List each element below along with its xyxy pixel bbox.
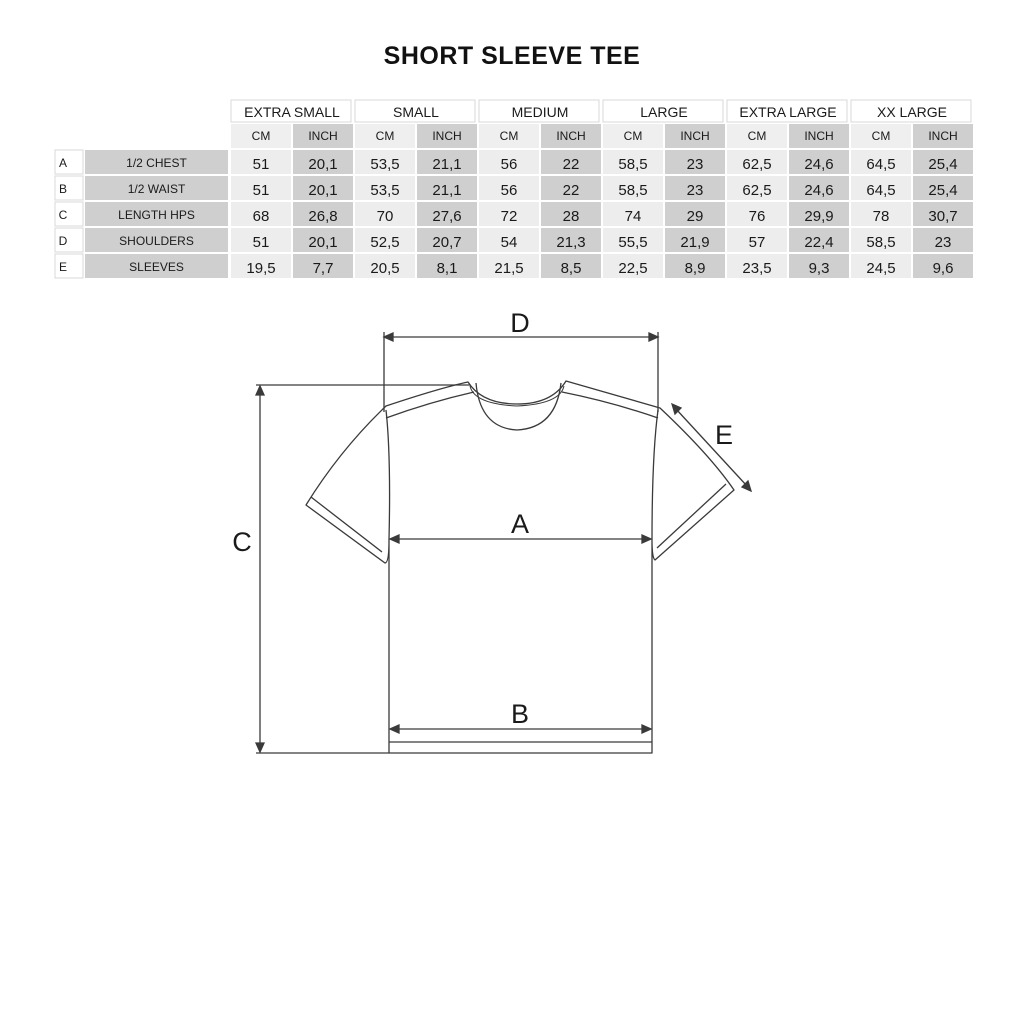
value-label: 72 [500, 208, 518, 225]
value-label: 21,1 [432, 182, 462, 199]
value-label: 24,6 [804, 156, 834, 173]
value-label: 25,4 [928, 156, 958, 173]
value-label: 23,5 [742, 260, 772, 277]
value-label: 19,5 [246, 260, 276, 277]
unit-header-label: CM [871, 129, 891, 143]
value-label: 8,5 [560, 260, 582, 277]
value-label: 21,5 [494, 260, 524, 277]
value-label: 27,6 [432, 208, 462, 225]
value-label: 58,5 [866, 234, 896, 251]
label-d: D [510, 308, 530, 338]
value-label: 21,3 [556, 234, 586, 251]
value-label: 68 [252, 208, 270, 225]
row-letter: E [58, 260, 68, 274]
value-label: 23 [686, 156, 704, 173]
value-label: 22 [562, 156, 580, 173]
size-header-label: LARGE [640, 104, 688, 120]
label-e: E [714, 420, 734, 450]
row-letter: B [58, 182, 68, 196]
value-label: 21,1 [432, 156, 462, 173]
value-label: 22,5 [618, 260, 648, 277]
value-label: 8,1 [436, 260, 458, 277]
label-a: A [510, 509, 530, 539]
measurement-guides [256, 332, 751, 753]
value-label: 29,9 [804, 208, 834, 225]
value-label: 25,4 [928, 182, 958, 199]
value-label: 51 [252, 182, 270, 199]
tee-shoulder-seam-right [562, 392, 658, 418]
value-label: 30,7 [928, 208, 958, 225]
value-label: 56 [500, 182, 518, 199]
value-label: 22 [562, 182, 580, 199]
size-header-label: XX LARGE [876, 104, 948, 120]
value-label: 22,4 [804, 234, 834, 251]
value-label: 9,3 [808, 260, 830, 277]
value-label: 20,5 [370, 260, 400, 277]
value-label: 76 [748, 208, 766, 225]
value-label: 21,9 [680, 234, 710, 251]
value-label: 74 [624, 208, 642, 225]
value-label: 20,1 [308, 182, 338, 199]
unit-header-label: CM [375, 129, 395, 143]
value-label: 53,5 [370, 156, 400, 173]
unit-header-label: INCH [680, 129, 710, 143]
value-label: 9,6 [932, 260, 954, 277]
label-b: B [510, 699, 530, 729]
unit-header-label: INCH [928, 129, 958, 143]
arrow-d-head-right [649, 333, 658, 341]
arrow-a-head-left [390, 535, 399, 543]
tee-armhole-right [652, 410, 658, 540]
value-label: 8,9 [684, 260, 706, 277]
value-label: 51 [252, 156, 270, 173]
arrow-b-head-right [642, 725, 651, 733]
row-label: LENGTH HPS [118, 208, 195, 222]
value-label: 20,7 [432, 234, 462, 251]
value-label: 20,1 [308, 156, 338, 173]
value-label: 55,5 [618, 234, 648, 251]
value-label: 53,5 [370, 182, 400, 199]
value-label: 64,5 [866, 156, 896, 173]
unit-header-label: INCH [556, 129, 586, 143]
value-label: 56 [500, 156, 518, 173]
size-header-label: EXTRA SMALL [244, 104, 340, 120]
tee-armhole-left [386, 410, 390, 540]
unit-header-label: INCH [308, 129, 338, 143]
value-label: 20,1 [308, 234, 338, 251]
row-letter: D [58, 234, 68, 248]
tee-diagram [306, 381, 734, 753]
unit-header-label: INCH [804, 129, 834, 143]
tee-sleeve-hem-right [657, 484, 726, 548]
row-label: SLEEVES [129, 260, 184, 274]
value-label: 64,5 [866, 182, 896, 199]
unit-header-label: CM [499, 129, 519, 143]
value-label: 24,6 [804, 182, 834, 199]
size-table [55, 100, 973, 278]
tee-sleeve-hem-left [311, 497, 382, 552]
unit-header-label: CM [623, 129, 643, 143]
value-label: 62,5 [742, 182, 772, 199]
value-label: 23 [686, 182, 704, 199]
arrow-c-head-bottom [256, 743, 264, 752]
arrow-a-head-right [642, 535, 651, 543]
value-label: 62,5 [742, 156, 772, 173]
unit-header-label: CM [747, 129, 767, 143]
value-label: 23 [934, 234, 952, 251]
arrow-c-head-top [256, 386, 264, 395]
page-title: SHORT SLEEVE TEE [383, 42, 641, 70]
value-label: 58,5 [618, 182, 648, 199]
value-label: 70 [376, 208, 394, 225]
row-label: 1/2 CHEST [126, 156, 187, 170]
arrow-e-line [676, 409, 747, 486]
value-label: 54 [500, 234, 518, 251]
value-label: 7,7 [312, 260, 334, 277]
tee-collar-inner [476, 383, 561, 430]
size-header-label: MEDIUM [511, 104, 569, 120]
tee-shoulder-seam-left [386, 392, 474, 418]
unit-header-label: CM [251, 129, 271, 143]
value-label: 78 [872, 208, 890, 225]
value-label: 24,5 [866, 260, 896, 277]
unit-header-label: INCH [432, 129, 462, 143]
value-label: 28 [562, 208, 580, 225]
arrow-d-head-left [384, 333, 393, 341]
value-label: 51 [252, 234, 270, 251]
arrow-b-head-left [390, 725, 399, 733]
value-label: 26,8 [308, 208, 338, 225]
tee-outline [306, 381, 734, 753]
value-label: 52,5 [370, 234, 400, 251]
value-label: 57 [748, 234, 766, 251]
row-label: 1/2 WAIST [127, 182, 186, 196]
size-header-label: EXTRA LARGE [739, 104, 837, 120]
value-label: 58,5 [618, 156, 648, 173]
label-c: C [232, 527, 252, 557]
size-header-label: SMALL [393, 104, 439, 120]
row-letter: C [58, 208, 68, 222]
value-label: 29 [686, 208, 704, 225]
row-letter: A [58, 156, 68, 170]
row-label: SHOULDERS [119, 234, 194, 248]
